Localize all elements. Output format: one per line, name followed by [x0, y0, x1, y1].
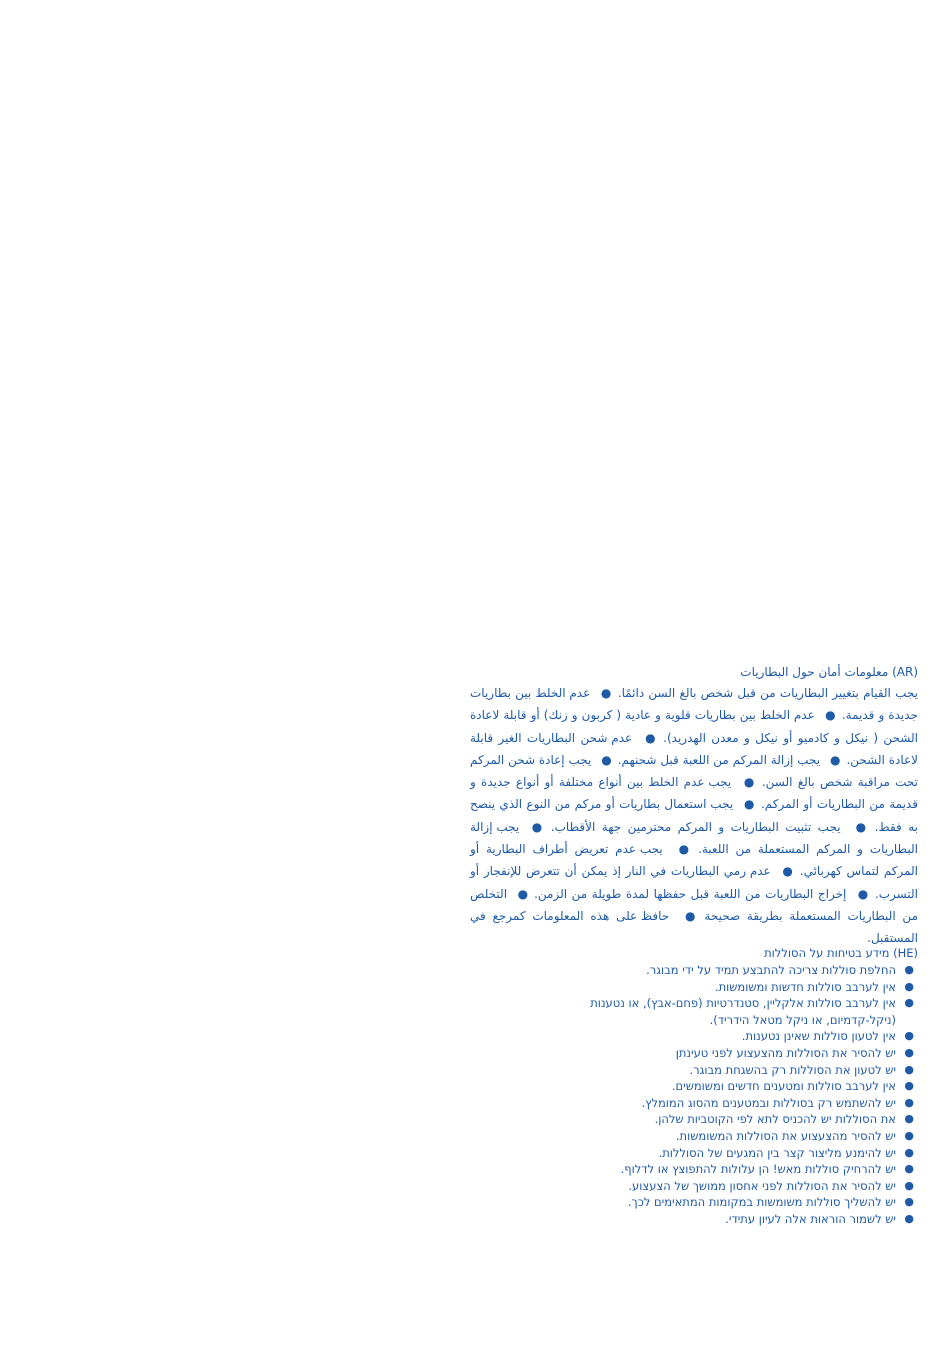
- hebrew-safety-item-text: יש להשתמש רק בסוללות ובמטענים מהסוג המומלץ.: [641, 1095, 896, 1110]
- bullet-separator: ●: [856, 886, 869, 901]
- hebrew-safety-item: [560, 1062, 918, 1079]
- arabic-safety-item: حافظ على هذه المعلومات كمرجع في المستقبل.: [470, 908, 918, 946]
- arabic-safety-item: يجب القيام بتغيير البطاريات من قبل شخص بالغ السن دائمًا.: [617, 686, 918, 700]
- hebrew-safety-item: [560, 979, 918, 996]
- hebrew-safety-item-text: אין לערבב סוללות חדשות ומשומשות.: [714, 979, 896, 994]
- bullet-icon: ●: [904, 963, 914, 976]
- hebrew-safety-item-text: את הסוללות יש להכניס לתא לפי הקוטביות שלהן.: [654, 1112, 896, 1127]
- bullet-icon: ●: [904, 1211, 914, 1225]
- arabic-body-text: [470, 682, 918, 950]
- bullet-separator: ●: [516, 886, 529, 901]
- hebrew-safety-item: [560, 1211, 918, 1228]
- arabic-safety-item: يجب إزالة البطاريات و المركم المستعملة من اللعبة.: [470, 819, 918, 857]
- bullet-separator: ●: [742, 775, 756, 790]
- hebrew-safety-item: [560, 1194, 918, 1211]
- hebrew-safety-item: [560, 1028, 918, 1045]
- bullet-icon: ●: [904, 996, 914, 1010]
- bullet-separator: ●: [529, 819, 545, 834]
- hebrew-safety-list: [560, 962, 918, 1228]
- arabic-safety-item: يجب تثبيت البطاريات و المركم محترمين جهة الأقطاب.: [550, 819, 841, 834]
- bullet-icon: ●: [904, 1162, 914, 1176]
- hebrew-safety-item: [560, 962, 918, 979]
- hebrew-safety-item: [560, 1128, 918, 1145]
- bullet-icon: ●: [904, 1029, 914, 1043]
- arabic-safety-item: عدم الخلط بين بطاريات قلوية و عادية ( كربون و زنك) أو قابلة لاعادة الشحن ( نيكل و كادميو أو نيكل و معدن الهدريد).: [470, 708, 918, 745]
- bullet-icon: ●: [904, 1095, 914, 1109]
- bullet-separator: ●: [781, 864, 794, 879]
- bullet-icon: ●: [904, 1145, 914, 1159]
- hebrew-safety-item-text: יש להשליך סוללות משומשות במקומות המתאימים לכך.: [627, 1195, 896, 1210]
- hebrew-safety-item-text: יש להרחיק סוללות מאש! הן עלולות להתפוצץ או לדלוף.: [620, 1162, 896, 1177]
- hebrew-safety-item-text: אין לטעון סוללות שאינן נטענות.: [741, 1029, 896, 1044]
- bullet-icon: ●: [904, 1112, 914, 1126]
- hebrew-safety-item: [560, 1111, 918, 1128]
- hebrew-safety-item: [560, 1078, 918, 1095]
- bullet-separator: ●: [675, 842, 693, 857]
- bullet-separator: ●: [601, 752, 612, 767]
- bullet-icon: ●: [904, 1195, 914, 1209]
- hebrew-safety-item-text: אין לערבב סוללות ומטענים חדשים ומשומשים.: [671, 1079, 896, 1094]
- bullet-separator: ●: [643, 730, 658, 745]
- arabic-safety-item: يجب استعمال بطاريات أو مركم من النوع الذي ينصح به فقط.: [470, 797, 918, 834]
- arabic-safety-item: يجب إعادة شحن المركم تحت مراقبة شخص بالغ السن.: [470, 752, 918, 790]
- arabic-safety-item: عدم رمي البطاريات في النار إذ يمكن أن تتعرض للإنفجار أو التسرب.: [470, 864, 918, 901]
- hebrew-safety-item: [560, 1095, 918, 1112]
- hebrew-safety-item-text: יש לטעון את הסוללות רק בהשגחת מבוגר.: [689, 1062, 896, 1077]
- arabic-safety-item: يجب عدم تعريض أطراف البطارية أو المركم لتماس كهربائي.: [470, 842, 918, 879]
- hebrew-safety-item-text: אין לערבב סוללות אלקליין, סטנדרטיות (פחם-אבץ), או נטענות (ניקל-קדמיום, או ניקל מטאל הידריד).: [590, 996, 896, 1027]
- arabic-safety-item: إخراج البطاريات من اللعبة قبل حفظها لمدة طويلة من الزمن.: [534, 886, 847, 901]
- bullet-separator: ●: [600, 686, 612, 700]
- arabic-safety-item: التخلص من البطاريات المستعملة بطريقة صحيحة: [470, 886, 918, 923]
- arabic-safety-item: عدم الخلط بين بطاريات جديدة و قديمة.: [470, 686, 918, 723]
- arabic-battery-safety-section: [470, 662, 918, 950]
- bullet-separator: ●: [829, 752, 841, 767]
- bullet-separator: ●: [824, 708, 836, 723]
- bullet-icon: ●: [904, 1079, 914, 1093]
- bullet-icon: ●: [904, 979, 914, 993]
- bullet-icon: ●: [904, 1128, 914, 1142]
- hebrew-safety-item-text: החלפת סוללות צריכה להתבצע תמיד על ידי מבוגר.: [646, 963, 896, 977]
- hebrew-safety-item-text: יש להסיר מהצעצוע את הסוללות המשומשות.: [675, 1128, 896, 1143]
- bullet-icon: ●: [904, 1062, 914, 1076]
- hebrew-heading: (HE) מידע בטיחות על הסוללות: [764, 946, 918, 960]
- bullet-separator: ●: [682, 908, 699, 923]
- arabic-heading: (AR) معلومات أمان حول البطاريات: [740, 665, 918, 679]
- hebrew-safety-item: [560, 1178, 918, 1195]
- arabic-safety-item: يجب عدم الخلط بين أنواع مختلفة أو أنواع جديدة و قديمة من البطاريات أو المركم.: [470, 775, 918, 812]
- hebrew-safety-item: [560, 1045, 918, 1062]
- hebrew-safety-item-text: יש להימנע מליצור קצר בין המגעים של הסוללות.: [658, 1145, 896, 1160]
- bullet-separator: ●: [853, 819, 869, 834]
- hebrew-battery-safety-section: [560, 944, 918, 1228]
- bullet-separator: ●: [743, 797, 755, 812]
- bullet-icon: ●: [904, 1045, 914, 1059]
- bullet-icon: ●: [904, 1178, 914, 1192]
- hebrew-safety-item: [560, 1145, 918, 1162]
- hebrew-safety-item-text: יש לשמור הוראות אלה לעיון עתידי.: [725, 1211, 896, 1226]
- arabic-safety-item: عدم شحن البطاريات الغير قابلة لاعادة الشحن.: [470, 730, 918, 767]
- hebrew-safety-item-text: יש להסיר את הסוללות לפני אחסון ממושך של הצעצוע.: [628, 1178, 896, 1193]
- arabic-safety-item: يجب إزالة المركم من اللعبة قبل شحنهم.: [617, 752, 821, 767]
- hebrew-safety-item-text: יש להסיר את הסוללות מהצעצוע לפני טעינתן: [675, 1045, 896, 1060]
- hebrew-safety-item: [560, 995, 918, 1028]
- hebrew-safety-item: [560, 1161, 918, 1178]
